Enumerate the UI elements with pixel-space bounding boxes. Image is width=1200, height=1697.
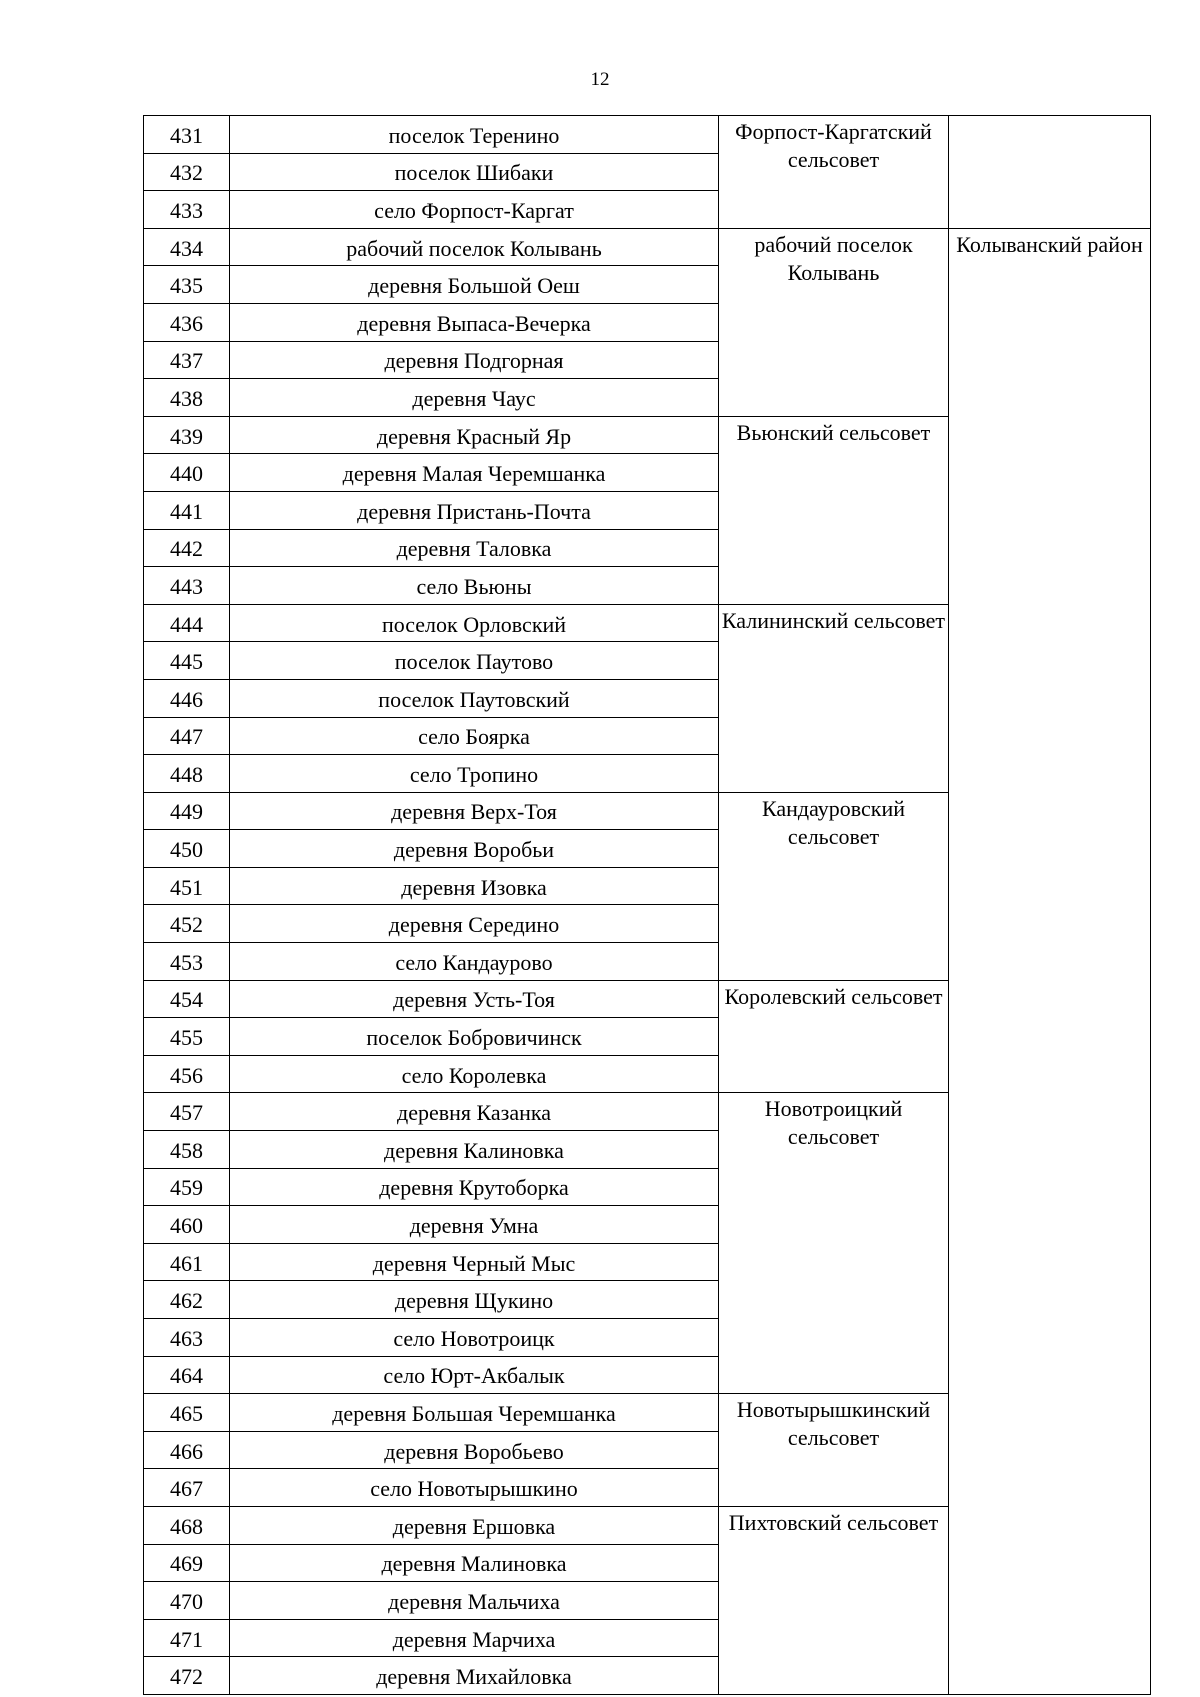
settlement-name: деревня Малая Черемшанка <box>230 454 719 492</box>
settlement-name: деревня Умна <box>230 1206 719 1244</box>
row-number: 468 <box>144 1506 230 1544</box>
municipality-name: Форпост-Каргатский сельсовет <box>719 116 949 229</box>
row-number: 435 <box>144 266 230 304</box>
row-number: 441 <box>144 491 230 529</box>
settlement-name: деревня Ершовка <box>230 1506 719 1544</box>
settlement-name: деревня Казанка <box>230 1093 719 1131</box>
row-number: 466 <box>144 1431 230 1469</box>
settlement-name: поселок Бобровичинск <box>230 1018 719 1056</box>
settlement-name: деревня Воробьи <box>230 830 719 868</box>
row-number: 436 <box>144 303 230 341</box>
settlement-name: поселок Орловский <box>230 604 719 642</box>
table-row <box>144 228 1151 266</box>
settlement-name: деревня Таловка <box>230 529 719 567</box>
row-number: 455 <box>144 1018 230 1056</box>
row-number: 443 <box>144 567 230 605</box>
settlement-name: деревня Черный Мыс <box>230 1243 719 1281</box>
settlement-name: село Юрт-Акбалык <box>230 1356 719 1394</box>
row-number: 467 <box>144 1469 230 1507</box>
settlement-name: село Вьюны <box>230 567 719 605</box>
row-number: 438 <box>144 379 230 417</box>
row-number: 459 <box>144 1168 230 1206</box>
row-number: 460 <box>144 1206 230 1244</box>
settlement-name: деревня Большая Черемшанка <box>230 1394 719 1432</box>
row-number: 445 <box>144 642 230 680</box>
row-number: 470 <box>144 1582 230 1620</box>
row-number: 458 <box>144 1131 230 1169</box>
municipality-name: Пихтовский сельсовет <box>719 1506 949 1694</box>
table-body <box>144 116 1151 1695</box>
settlement-name: село Форпост-Каргат <box>230 191 719 229</box>
settlement-name: деревня Усть-Тоя <box>230 980 719 1018</box>
page-number: 12 <box>590 69 610 90</box>
row-number: 457 <box>144 1093 230 1131</box>
municipality-name: Королевский сельсовет <box>719 980 949 1093</box>
settlement-name: деревня Калиновка <box>230 1131 719 1169</box>
row-number: 440 <box>144 454 230 492</box>
row-number: 453 <box>144 943 230 981</box>
row-number: 444 <box>144 604 230 642</box>
row-number: 452 <box>144 905 230 943</box>
municipality-name: Вьюнский сельсовет <box>719 416 949 604</box>
row-number: 461 <box>144 1243 230 1281</box>
settlement-name: поселок Паутово <box>230 642 719 680</box>
row-number: 469 <box>144 1544 230 1582</box>
settlement-name: село Королевка <box>230 1055 719 1093</box>
row-number: 464 <box>144 1356 230 1394</box>
settlement-name: поселок Шибаки <box>230 153 719 191</box>
municipality-name: Новотырышкинский сельсовет <box>719 1394 949 1507</box>
settlement-name: деревня Изовка <box>230 867 719 905</box>
settlement-name: деревня Подгорная <box>230 341 719 379</box>
settlement-name: деревня Михайловка <box>230 1657 719 1695</box>
row-number: 456 <box>144 1055 230 1093</box>
settlement-name: деревня Выпаса-Вечерка <box>230 303 719 341</box>
settlement-name: поселок Теренино <box>230 116 719 154</box>
settlement-name: село Новотырышкино <box>230 1469 719 1507</box>
row-number: 450 <box>144 830 230 868</box>
municipality-name: Калининский сельсовет <box>719 604 949 792</box>
settlement-name: деревня Мальчиха <box>230 1582 719 1620</box>
table-row <box>144 116 1151 154</box>
row-number: 447 <box>144 717 230 755</box>
settlement-name: рабочий поселок Колывань <box>230 228 719 266</box>
settlement-name: деревня Марчиха <box>230 1619 719 1657</box>
row-number: 472 <box>144 1657 230 1695</box>
row-number: 465 <box>144 1394 230 1432</box>
row-number: 437 <box>144 341 230 379</box>
settlement-name: поселок Паутовский <box>230 679 719 717</box>
municipality-name: рабочий поселок Колывань <box>719 228 949 416</box>
row-number: 432 <box>144 153 230 191</box>
settlement-name: деревня Воробьево <box>230 1431 719 1469</box>
row-number: 433 <box>144 191 230 229</box>
municipality-name: Новотроицкий сельсовет <box>719 1093 949 1394</box>
row-number: 454 <box>144 980 230 1018</box>
settlement-name: деревня Красный Яр <box>230 416 719 454</box>
row-number: 446 <box>144 679 230 717</box>
settlement-name: село Новотроицк <box>230 1319 719 1357</box>
row-number: 449 <box>144 792 230 830</box>
municipality-name: Кандауровский сельсовет <box>719 792 949 980</box>
settlement-name: деревня Пристань-Почта <box>230 491 719 529</box>
row-number: 442 <box>144 529 230 567</box>
settlement-name: деревня Малиновка <box>230 1544 719 1582</box>
row-number: 431 <box>144 116 230 154</box>
row-number: 462 <box>144 1281 230 1319</box>
settlement-name: деревня Верх-Тоя <box>230 792 719 830</box>
row-number: 434 <box>144 228 230 266</box>
settlement-name: деревня Чаус <box>230 379 719 417</box>
district-name: Колыванский район <box>949 228 1151 1694</box>
settlement-name: село Тропино <box>230 755 719 793</box>
row-number: 451 <box>144 867 230 905</box>
settlement-name: деревня Большой Оеш <box>230 266 719 304</box>
settlement-name: деревня Середино <box>230 905 719 943</box>
row-number: 471 <box>144 1619 230 1657</box>
settlement-name: село Боярка <box>230 717 719 755</box>
settlement-name: село Кандаурово <box>230 943 719 981</box>
row-number: 448 <box>144 755 230 793</box>
row-number: 439 <box>144 416 230 454</box>
settlement-name: деревня Крутоборка <box>230 1168 719 1206</box>
settlements-table <box>143 115 1151 1695</box>
row-number: 463 <box>144 1319 230 1357</box>
settlement-name: деревня Щукино <box>230 1281 719 1319</box>
district-name <box>949 116 1151 229</box>
